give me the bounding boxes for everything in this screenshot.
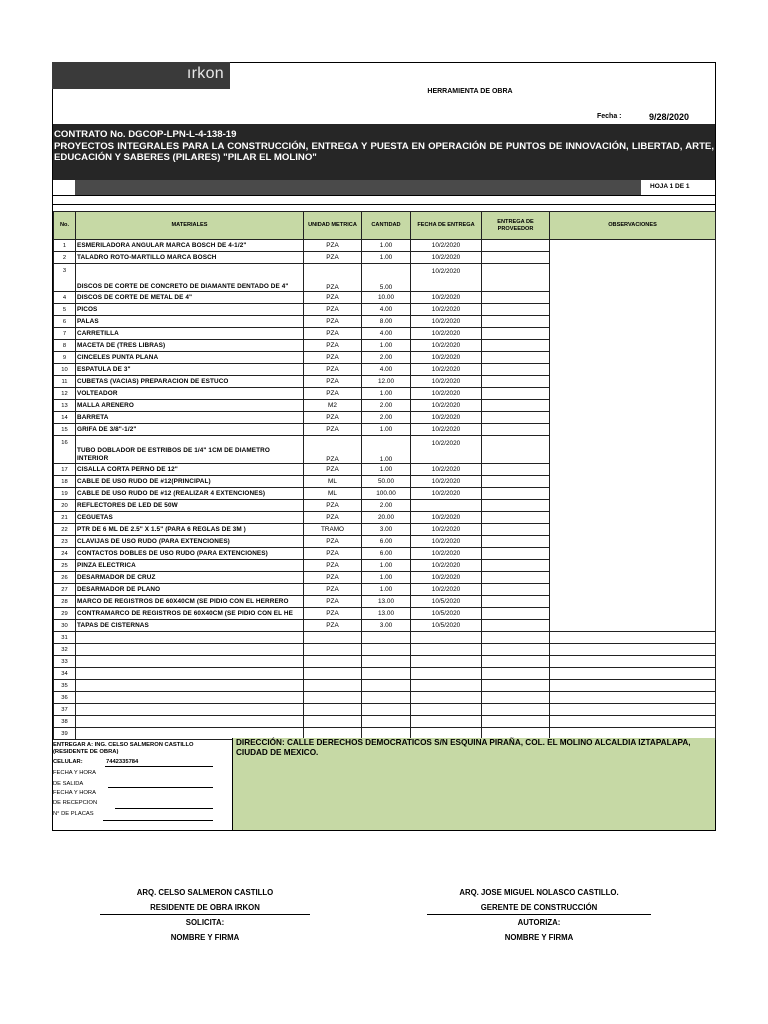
row-number: 34 — [54, 668, 76, 680]
row-number: 8 — [54, 340, 76, 352]
delivery-date-cell: 10/2/2020 — [411, 292, 482, 304]
row-number: 4 — [54, 292, 76, 304]
quantity-cell — [362, 680, 411, 692]
quantity-cell: 2.00 — [362, 500, 411, 512]
delivery-date-cell: 10/2/2020 — [411, 252, 482, 264]
supplier-delivery-cell — [482, 388, 550, 400]
supplier-delivery-cell — [482, 252, 550, 264]
unit-cell: PZA — [304, 252, 362, 264]
supplier-delivery-cell — [482, 400, 550, 412]
delivery-date-cell: 10/2/2020 — [411, 352, 482, 364]
delivery-date-cell: 10/2/2020 — [411, 412, 482, 424]
unit-cell: PZA — [304, 376, 362, 388]
supplier-delivery-cell — [482, 536, 550, 548]
quantity-cell: 1.00 — [362, 584, 411, 596]
material-cell: DISCOS DE CORTE DE CONCRETO DE DIAMANTE DENTADO DE 4" — [76, 264, 304, 292]
row-number: 26 — [54, 572, 76, 584]
delivery-info — [53, 738, 232, 830]
row-number: 6 — [54, 316, 76, 328]
material-cell — [76, 704, 304, 716]
delivery-date-cell — [411, 644, 482, 656]
materials-table-body — [54, 240, 716, 740]
delivery-date-cell: 10/2/2020 — [411, 560, 482, 572]
sheet-number: HOJA 1 DE 1 — [650, 183, 690, 190]
reception-label-2: DE RECEPCION — [53, 800, 98, 806]
unit-cell: ML — [304, 488, 362, 500]
supplier-delivery-cell — [482, 704, 550, 716]
contract-banner — [53, 124, 715, 180]
row-number: 22 — [54, 524, 76, 536]
material-cell: DISCOS DE CORTE DE METAL DE 4" — [76, 292, 304, 304]
supplier-delivery-cell — [482, 316, 550, 328]
row-number: 32 — [54, 644, 76, 656]
delivery-date-cell — [411, 680, 482, 692]
unit-cell — [304, 656, 362, 668]
material-cell — [76, 692, 304, 704]
supplier-delivery-cell — [482, 488, 550, 500]
unit-cell: PZA — [304, 436, 362, 464]
plates-label: N° DE PLACAS — [53, 811, 94, 817]
row-number: 19 — [54, 488, 76, 500]
material-cell — [76, 716, 304, 728]
row-number: 31 — [54, 632, 76, 644]
supplier-delivery-cell — [482, 364, 550, 376]
row-number: 33 — [54, 656, 76, 668]
row-number: 29 — [54, 608, 76, 620]
quantity-cell: 50.00 — [362, 476, 411, 488]
column-header-entrega-proveedor: ENTREGA DE PROVEEDOR — [482, 212, 550, 240]
unit-cell: PZA — [304, 536, 362, 548]
divider — [53, 195, 715, 196]
delivery-date-cell: 10/5/2020 — [411, 608, 482, 620]
column-header-no: No. — [54, 212, 76, 240]
unit-cell — [304, 692, 362, 704]
row-number: 3 — [54, 264, 76, 292]
row-number: 12 — [54, 388, 76, 400]
quantity-cell: 1.00 — [362, 340, 411, 352]
supplier-delivery-cell — [482, 340, 550, 352]
quantity-cell: 2.00 — [362, 400, 411, 412]
quantity-cell — [362, 668, 411, 680]
signature-line — [100, 914, 310, 915]
material-cell: TALADRO ROTO-MARTILLO MARCA BOSCH — [76, 252, 304, 264]
delivery-date-cell: 10/5/2020 — [411, 620, 482, 632]
row-number: 36 — [54, 692, 76, 704]
delivery-date-cell: 10/2/2020 — [411, 316, 482, 328]
row-number: 13 — [54, 400, 76, 412]
supplier-delivery-cell — [482, 476, 550, 488]
quantity-cell — [362, 716, 411, 728]
requester-name: ARQ. CELSO SALMERON CASTILLO — [136, 888, 274, 897]
supplier-delivery-cell — [482, 560, 550, 572]
unit-cell — [304, 668, 362, 680]
table-header-row — [54, 212, 716, 240]
supplier-delivery-cell — [482, 412, 550, 424]
delivery-date-cell: 10/2/2020 — [411, 364, 482, 376]
material-cell: CEGUETAS — [76, 512, 304, 524]
supplier-delivery-cell — [482, 584, 550, 596]
materials-table — [53, 211, 716, 740]
delivery-date-cell: 10/5/2020 — [411, 596, 482, 608]
delivery-date-cell: 10/2/2020 — [411, 464, 482, 476]
delivery-date-cell: 10/2/2020 — [411, 304, 482, 316]
material-cell: MALLA ARENERO — [76, 400, 304, 412]
supplier-delivery-cell — [482, 596, 550, 608]
material-cell — [76, 656, 304, 668]
quantity-cell: 1.00 — [362, 240, 411, 252]
unit-cell: PZA — [304, 352, 362, 364]
reception-label-1: FECHA Y HORA — [53, 790, 96, 796]
row-number: 23 — [54, 536, 76, 548]
quantity-cell: 13.00 — [362, 596, 411, 608]
supplier-delivery-cell — [482, 264, 550, 292]
requester-action: SOLICITA: — [185, 918, 225, 927]
underline — [105, 766, 213, 767]
quantity-cell: 1.00 — [362, 388, 411, 400]
unit-cell: PZA — [304, 292, 362, 304]
row-number: 38 — [54, 716, 76, 728]
unit-cell: PZA — [304, 500, 362, 512]
row-number: 17 — [54, 464, 76, 476]
quantity-cell: 6.00 — [362, 536, 411, 548]
supplier-delivery-cell — [482, 352, 550, 364]
quantity-cell: 3.00 — [362, 524, 411, 536]
supplier-delivery-cell — [482, 292, 550, 304]
quantity-cell — [362, 632, 411, 644]
row-number: 20 — [54, 500, 76, 512]
quantity-cell: 1.00 — [362, 572, 411, 584]
material-cell — [76, 644, 304, 656]
material-cell: CONTACTOS DOBLES DE USO RUDO (PARA EXTENCIONES) — [76, 548, 304, 560]
supplier-delivery-cell — [482, 512, 550, 524]
quantity-cell — [362, 704, 411, 716]
observations-cell — [550, 680, 716, 692]
quantity-cell: 5.00 — [362, 264, 411, 292]
quantity-cell: 2.00 — [362, 412, 411, 424]
delivery-date-cell: 10/2/2020 — [411, 240, 482, 252]
quantity-cell: 1.00 — [362, 252, 411, 264]
supplier-delivery-cell — [482, 716, 550, 728]
unit-cell: PZA — [304, 596, 362, 608]
material-cell: CUBETAS (VACIAS) PREPARACION DE ESTUCO — [76, 376, 304, 388]
company-logo — [52, 62, 230, 89]
delivery-date-cell: 10/2/2020 — [411, 524, 482, 536]
row-number: 35 — [54, 680, 76, 692]
material-cell — [76, 668, 304, 680]
material-cell: MARCO DE REGISTROS DE 60X40CM (SE PIDIO CON EL HERRERO — [76, 596, 304, 608]
supplier-delivery-cell — [482, 524, 550, 536]
quantity-cell: 13.00 — [362, 608, 411, 620]
supplier-delivery-cell — [482, 500, 550, 512]
underline — [115, 808, 213, 809]
observations-cell — [550, 656, 716, 668]
delivery-date-cell: 10/2/2020 — [411, 376, 482, 388]
unit-cell — [304, 704, 362, 716]
material-cell: MACETA DE (TRES LIBRAS) — [76, 340, 304, 352]
approver-caption: NOMBRE Y FIRMA — [504, 933, 574, 942]
quantity-cell: 8.00 — [362, 316, 411, 328]
material-cell: DESARMADOR DE PLANO — [76, 584, 304, 596]
departure-label-2: DE SALIDA — [53, 781, 84, 787]
signature-block-approver — [427, 885, 651, 945]
table-row — [54, 704, 716, 716]
date-value: 9/28/2020 — [649, 112, 690, 122]
column-header-materiales: MATERIALES — [76, 212, 304, 240]
supplier-delivery-cell — [482, 240, 550, 252]
column-header-cantidad: CANTIDAD — [362, 212, 411, 240]
material-cell: TAPAS DE CISTERNAS — [76, 620, 304, 632]
observations-cell — [550, 644, 716, 656]
supplier-delivery-cell — [482, 620, 550, 632]
supplier-delivery-cell — [482, 692, 550, 704]
row-number: 28 — [54, 596, 76, 608]
unit-cell: PZA — [304, 412, 362, 424]
quantity-cell: 4.00 — [362, 328, 411, 340]
delivery-date-cell: 10/2/2020 — [411, 512, 482, 524]
supplier-delivery-cell — [482, 376, 550, 388]
quantity-cell: 100.00 — [362, 488, 411, 500]
quantity-cell: 6.00 — [362, 548, 411, 560]
quantity-cell: 1.00 — [362, 464, 411, 476]
supplier-delivery-cell — [482, 424, 550, 436]
approver-role: GERENTE DE CONSTRUCCIÓN — [480, 903, 598, 912]
cellphone-label: CELULAR: — [53, 759, 83, 765]
delivery-date-cell — [411, 692, 482, 704]
material-cell: VOLTEADOR — [76, 388, 304, 400]
material-cell: REFLECTORES DE LED DE 50W — [76, 500, 304, 512]
row-number: 9 — [54, 352, 76, 364]
delivery-date-cell — [411, 668, 482, 680]
delivery-date-cell: 10/2/2020 — [411, 400, 482, 412]
observations-cell — [550, 692, 716, 704]
delivery-date-cell: 10/2/2020 — [411, 328, 482, 340]
quantity-cell: 1.00 — [362, 436, 411, 464]
underline — [103, 820, 213, 821]
delivery-date-cell: 10/2/2020 — [411, 476, 482, 488]
departure-label-1: FECHA Y HORA — [53, 770, 96, 776]
unit-cell: TRAMO — [304, 524, 362, 536]
unit-cell: PZA — [304, 572, 362, 584]
unit-cell: PZA — [304, 340, 362, 352]
unit-cell: PZA — [304, 240, 362, 252]
observations-cell — [550, 704, 716, 716]
observations-cell — [550, 632, 716, 644]
unit-cell: PZA — [304, 304, 362, 316]
quantity-cell: 1.00 — [362, 424, 411, 436]
table-row — [54, 692, 716, 704]
delivery-address: DIRECCIÓN: CALLE DERECHOS DEMOCRATICOS S/N ESQUINA PIRAÑA, COL. EL MOLINO ALCALDIA IZTAPALAPA, CIUDAD DE MEXICO. — [232, 738, 715, 830]
supplier-delivery-cell — [482, 668, 550, 680]
quantity-cell: 3.00 — [362, 620, 411, 632]
delivery-date-cell: 10/2/2020 — [411, 264, 482, 292]
delivery-date-cell: 10/2/2020 — [411, 388, 482, 400]
divider — [53, 204, 715, 205]
row-number: 10 — [54, 364, 76, 376]
material-cell: BARRETA — [76, 412, 304, 424]
contract-description-line1: PROYECTOS INTEGRALES PARA LA CONSTRUCCIÓN, ENTREGA Y PUESTA EN OPERACIÓN DE PUNTOS DE INNOVACIÓN, LIBERTAD, ARTE, — [54, 140, 714, 152]
quantity-cell — [362, 656, 411, 668]
row-number: 15 — [54, 424, 76, 436]
observations-cell — [550, 716, 716, 728]
supplier-delivery-cell — [482, 548, 550, 560]
quantity-cell — [362, 644, 411, 656]
unit-cell: PZA — [304, 560, 362, 572]
delivery-date-cell: 10/2/2020 — [411, 572, 482, 584]
material-cell: PICOS — [76, 304, 304, 316]
contract-description-line2: EDUCACIÓN Y SABERES (PILARES) "PILAR EL MOLINO" — [54, 152, 317, 163]
row-number: 37 — [54, 704, 76, 716]
delivery-date-cell — [411, 632, 482, 644]
unit-cell — [304, 680, 362, 692]
table-row — [54, 668, 716, 680]
material-cell: GRIFA DE 3/8"-1/2" — [76, 424, 304, 436]
unit-cell: M2 — [304, 400, 362, 412]
supplier-delivery-cell — [482, 304, 550, 316]
material-cell: TUBO DOBLADOR DE ESTRIBOS DE 1/4" 1CM DE DIAMETRO INTERIOR — [76, 436, 304, 464]
unit-cell — [304, 644, 362, 656]
unit-cell: PZA — [304, 584, 362, 596]
table-row — [54, 656, 716, 668]
quantity-cell: 12.00 — [362, 376, 411, 388]
delivery-date-cell: 10/2/2020 — [411, 340, 482, 352]
material-cell: CONTRAMARCO DE REGISTROS DE 60X40CM (SE PIDIO CON EL HE — [76, 608, 304, 620]
row-number: 30 — [54, 620, 76, 632]
unit-cell: PZA — [304, 364, 362, 376]
supplier-delivery-cell — [482, 572, 550, 584]
material-cell: CLAVIJAS DE USO RUDO (PARA EXTENCIONES) — [76, 536, 304, 548]
delivery-date-cell: 10/2/2020 — [411, 548, 482, 560]
quantity-cell: 4.00 — [362, 304, 411, 316]
delivery-date-cell — [411, 716, 482, 728]
material-cell: CARRETILLA — [76, 328, 304, 340]
supplier-delivery-cell — [482, 656, 550, 668]
delivery-date-cell: 10/2/2020 — [411, 488, 482, 500]
signature-block-requester — [100, 885, 310, 945]
row-number: 21 — [54, 512, 76, 524]
row-number: 25 — [54, 560, 76, 572]
supplier-delivery-cell — [482, 608, 550, 620]
quantity-cell: 4.00 — [362, 364, 411, 376]
unit-cell: PZA — [304, 548, 362, 560]
unit-cell: PZA — [304, 316, 362, 328]
delivery-date-cell — [411, 656, 482, 668]
quantity-cell: 1.00 — [362, 560, 411, 572]
material-cell: PINZA ELECTRICA — [76, 560, 304, 572]
delivery-date-cell: 10/2/2020 — [411, 436, 482, 464]
supplier-delivery-cell — [482, 632, 550, 644]
row-number: 1 — [54, 240, 76, 252]
requester-role: RESIDENTE DE OBRA IRKON — [150, 903, 260, 912]
unit-cell: PZA — [304, 608, 362, 620]
underline — [108, 787, 213, 788]
table-row — [54, 680, 716, 692]
unit-cell: PZA — [304, 620, 362, 632]
delivery-date-cell — [411, 704, 482, 716]
delivery-date-cell: 10/2/2020 — [411, 584, 482, 596]
material-cell: CINCELES PUNTA PLANA — [76, 352, 304, 364]
observations-cell — [550, 240, 716, 632]
material-cell: CABLE DE USO RUDO DE #12(PRINCIPAL) — [76, 476, 304, 488]
signature-line — [427, 914, 651, 915]
table-row — [54, 240, 716, 252]
unit-cell — [304, 716, 362, 728]
row-number: 39 — [54, 728, 76, 740]
logo-text: ırkon — [186, 65, 224, 82]
cellphone-value: 7442335784 — [106, 759, 139, 765]
observations-cell — [550, 668, 716, 680]
table-row — [54, 716, 716, 728]
column-header-fecha-entrega: FECHA DE ENTREGA — [411, 212, 482, 240]
deliver-to: ENTREGAR A: ING. CELSO SALMERON CASTILLO (RESIDENTE DE OBRA) — [53, 742, 194, 755]
supplier-delivery-cell — [482, 464, 550, 476]
row-number: 27 — [54, 584, 76, 596]
quantity-cell: 2.00 — [362, 352, 411, 364]
material-cell: ESMERILADORA ANGULAR MARCA BOSCH DE 4-1/2" — [76, 240, 304, 252]
row-number: 7 — [54, 328, 76, 340]
unit-cell: ML — [304, 476, 362, 488]
row-number: 2 — [54, 252, 76, 264]
supplier-delivery-cell — [482, 680, 550, 692]
document-title: HERRAMIENTA DE OBRA — [427, 88, 513, 95]
table-row — [54, 632, 716, 644]
unit-cell: PZA — [304, 328, 362, 340]
unit-cell: PZA — [304, 388, 362, 400]
material-cell: PTR DE 6 ML DE 2.5" X 1.5" (PARA 6 REGLAS DE 3M ) — [76, 524, 304, 536]
unit-cell: PZA — [304, 264, 362, 292]
quantity-cell: 20.00 — [362, 512, 411, 524]
row-number: 11 — [54, 376, 76, 388]
approver-name: ARQ. JOSE MIGUEL NOLASCO CASTILLO. — [459, 888, 619, 897]
material-cell: ESPATULA DE 3" — [76, 364, 304, 376]
unit-cell: PZA — [304, 512, 362, 524]
requester-caption: NOMBRE Y FIRMA — [170, 933, 240, 942]
delivery-date-cell: 10/2/2020 — [411, 424, 482, 436]
sheet-bar — [75, 180, 641, 195]
approver-action: AUTORIZA: — [517, 918, 561, 927]
column-header-unidad: UNIDAD METRICA — [304, 212, 362, 240]
column-header-observaciones: OBSERVACIONES — [550, 212, 716, 240]
unit-cell — [304, 632, 362, 644]
table-row — [54, 644, 716, 656]
material-cell: CABLE DE USO RUDO DE #12 (REALIZAR 4 EXTENCIONES) — [76, 488, 304, 500]
row-number: 24 — [54, 548, 76, 560]
unit-cell: PZA — [304, 464, 362, 476]
date-label: Fecha : — [597, 113, 622, 120]
unit-cell: PZA — [304, 424, 362, 436]
material-cell: CISALLA CORTA PERNO DE 12" — [76, 464, 304, 476]
supplier-delivery-cell — [482, 436, 550, 464]
row-number: 5 — [54, 304, 76, 316]
delivery-date-cell: 10/2/2020 — [411, 536, 482, 548]
quantity-cell — [362, 692, 411, 704]
supplier-delivery-cell — [482, 328, 550, 340]
row-number: 14 — [54, 412, 76, 424]
contract-number: CONTRATO No. DGCOP-LPN-L-4-138-19 — [54, 129, 237, 140]
material-cell — [76, 632, 304, 644]
row-number: 18 — [54, 476, 76, 488]
supplier-delivery-cell — [482, 644, 550, 656]
row-number: 16 — [54, 436, 76, 464]
material-cell: DESARMADOR DE CRUZ — [76, 572, 304, 584]
material-cell: PALAS — [76, 316, 304, 328]
delivery-date-cell — [411, 500, 482, 512]
quantity-cell: 10.00 — [362, 292, 411, 304]
material-cell — [76, 680, 304, 692]
